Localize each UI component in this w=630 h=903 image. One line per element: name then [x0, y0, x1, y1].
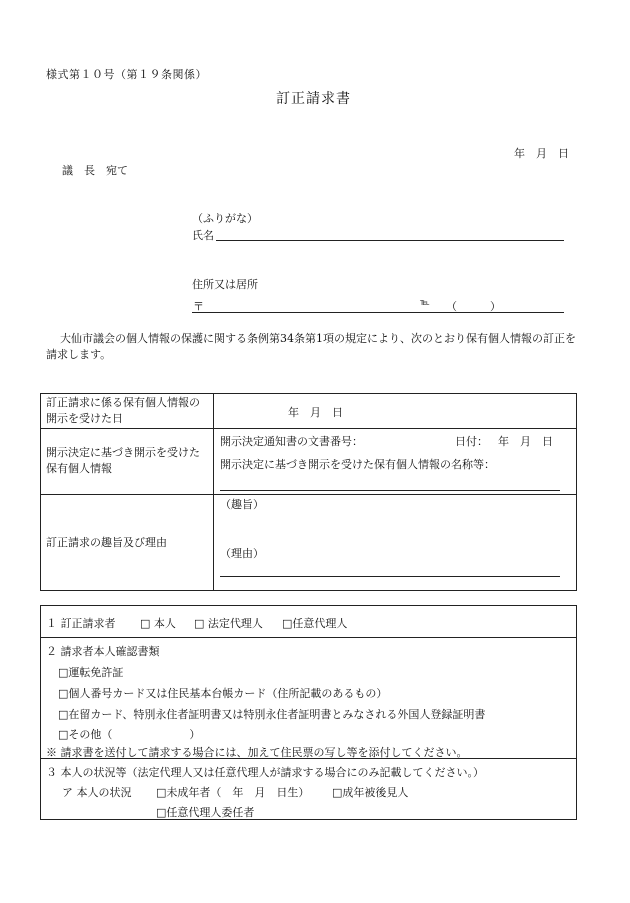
my-number-card-checkbox[interactable]: □個人番号カード又は住民基本台帳カード（住所記載のあるもの）: [58, 687, 388, 700]
drivers-license-checkbox[interactable]: □運転免許証: [58, 666, 124, 679]
table2-row-divider-1: [40, 637, 577, 638]
disclosed-info-name-label: 開示決定に基づき開示を受けた保有個人情報の名称等：: [220, 458, 495, 471]
page-title: 訂正請求書: [276, 91, 351, 107]
address-label: 住所又は居所: [192, 278, 258, 291]
notice-date-value[interactable]: 年 月 日: [498, 435, 553, 448]
purpose-reason-label: 訂正請求の趣旨及び理由: [46, 536, 167, 549]
id-documents-label: ２ 請求者本人確認書類: [46, 645, 160, 658]
other-document-checkbox[interactable]: □その他（ ）: [58, 728, 201, 741]
tel-label: ℡: [420, 298, 430, 308]
addressee: 議 長 宛て: [62, 164, 128, 177]
notice-date-label: 日付：: [455, 435, 488, 448]
table1-row-divider-1: [40, 428, 577, 429]
table1-column-divider: [213, 393, 214, 591]
mail-request-note: ※ 請求書を送付して請求する場合には、加えて住民票の写し等を添付してください。: [46, 746, 468, 759]
adult-ward-checkbox[interactable]: □成年被後見人: [332, 786, 409, 799]
requester-type-label: １ 訂正請求者: [46, 617, 116, 630]
name-field-line[interactable]: [216, 240, 564, 241]
intro-paragraph: 大仙市議会の個人情報の保護に関する条例第34条第1項の規定により、次のとおり保有個人情報の訂正を請求します。: [46, 332, 576, 361]
postal-mark: 〒: [193, 300, 204, 313]
purpose-label: （趣旨）: [220, 498, 264, 511]
disclosed-info-name-line[interactable]: [220, 490, 560, 491]
reason-label: （理由）: [220, 547, 264, 560]
principal-status-sub-label: ア 本人の状況: [62, 786, 132, 799]
minor-checkbox[interactable]: □未成年者（ 年 月 日生）: [156, 786, 310, 799]
address-field-line[interactable]: [192, 312, 564, 313]
voluntary-agent-principal-checkbox[interactable]: □任意代理人委任者: [156, 806, 255, 819]
requester-self-checkbox[interactable]: □ 本人: [140, 617, 176, 630]
form-number: 様式第１０号（第１９条関係）: [46, 68, 207, 81]
reason-field-line[interactable]: [220, 576, 560, 577]
residence-card-checkbox[interactable]: □在留カード、特別永住者証明書又は特別永住者証明書とみなされる外国人登録証明書: [58, 708, 486, 721]
furigana-label: （ふりがな）: [192, 212, 258, 225]
disclosed-info-label: 開示決定に基づき開示を受けた保有個人情報: [46, 446, 200, 475]
principal-status-label: ３ 本人の状況等（法定代理人又は任意代理人が請求する場合にのみ記載してください。）: [46, 766, 484, 779]
disclosure-date-value[interactable]: 年 月 日: [288, 406, 343, 419]
requester-voluntary-agent-checkbox[interactable]: □任意代理人: [282, 617, 348, 630]
notice-doc-number-label: 開示決定通知書の文書番号：: [220, 435, 363, 448]
date-fields: 年 月 日: [514, 147, 569, 160]
name-label: 氏名: [192, 229, 214, 242]
disclosure-date-label: 訂正請求に係る保有個人情報の開示を受けた日: [46, 396, 200, 425]
table1-row-divider-2: [40, 494, 577, 495]
tel-paren: （ ）: [446, 300, 501, 313]
requester-legal-agent-checkbox[interactable]: □ 法定代理人: [194, 617, 263, 630]
